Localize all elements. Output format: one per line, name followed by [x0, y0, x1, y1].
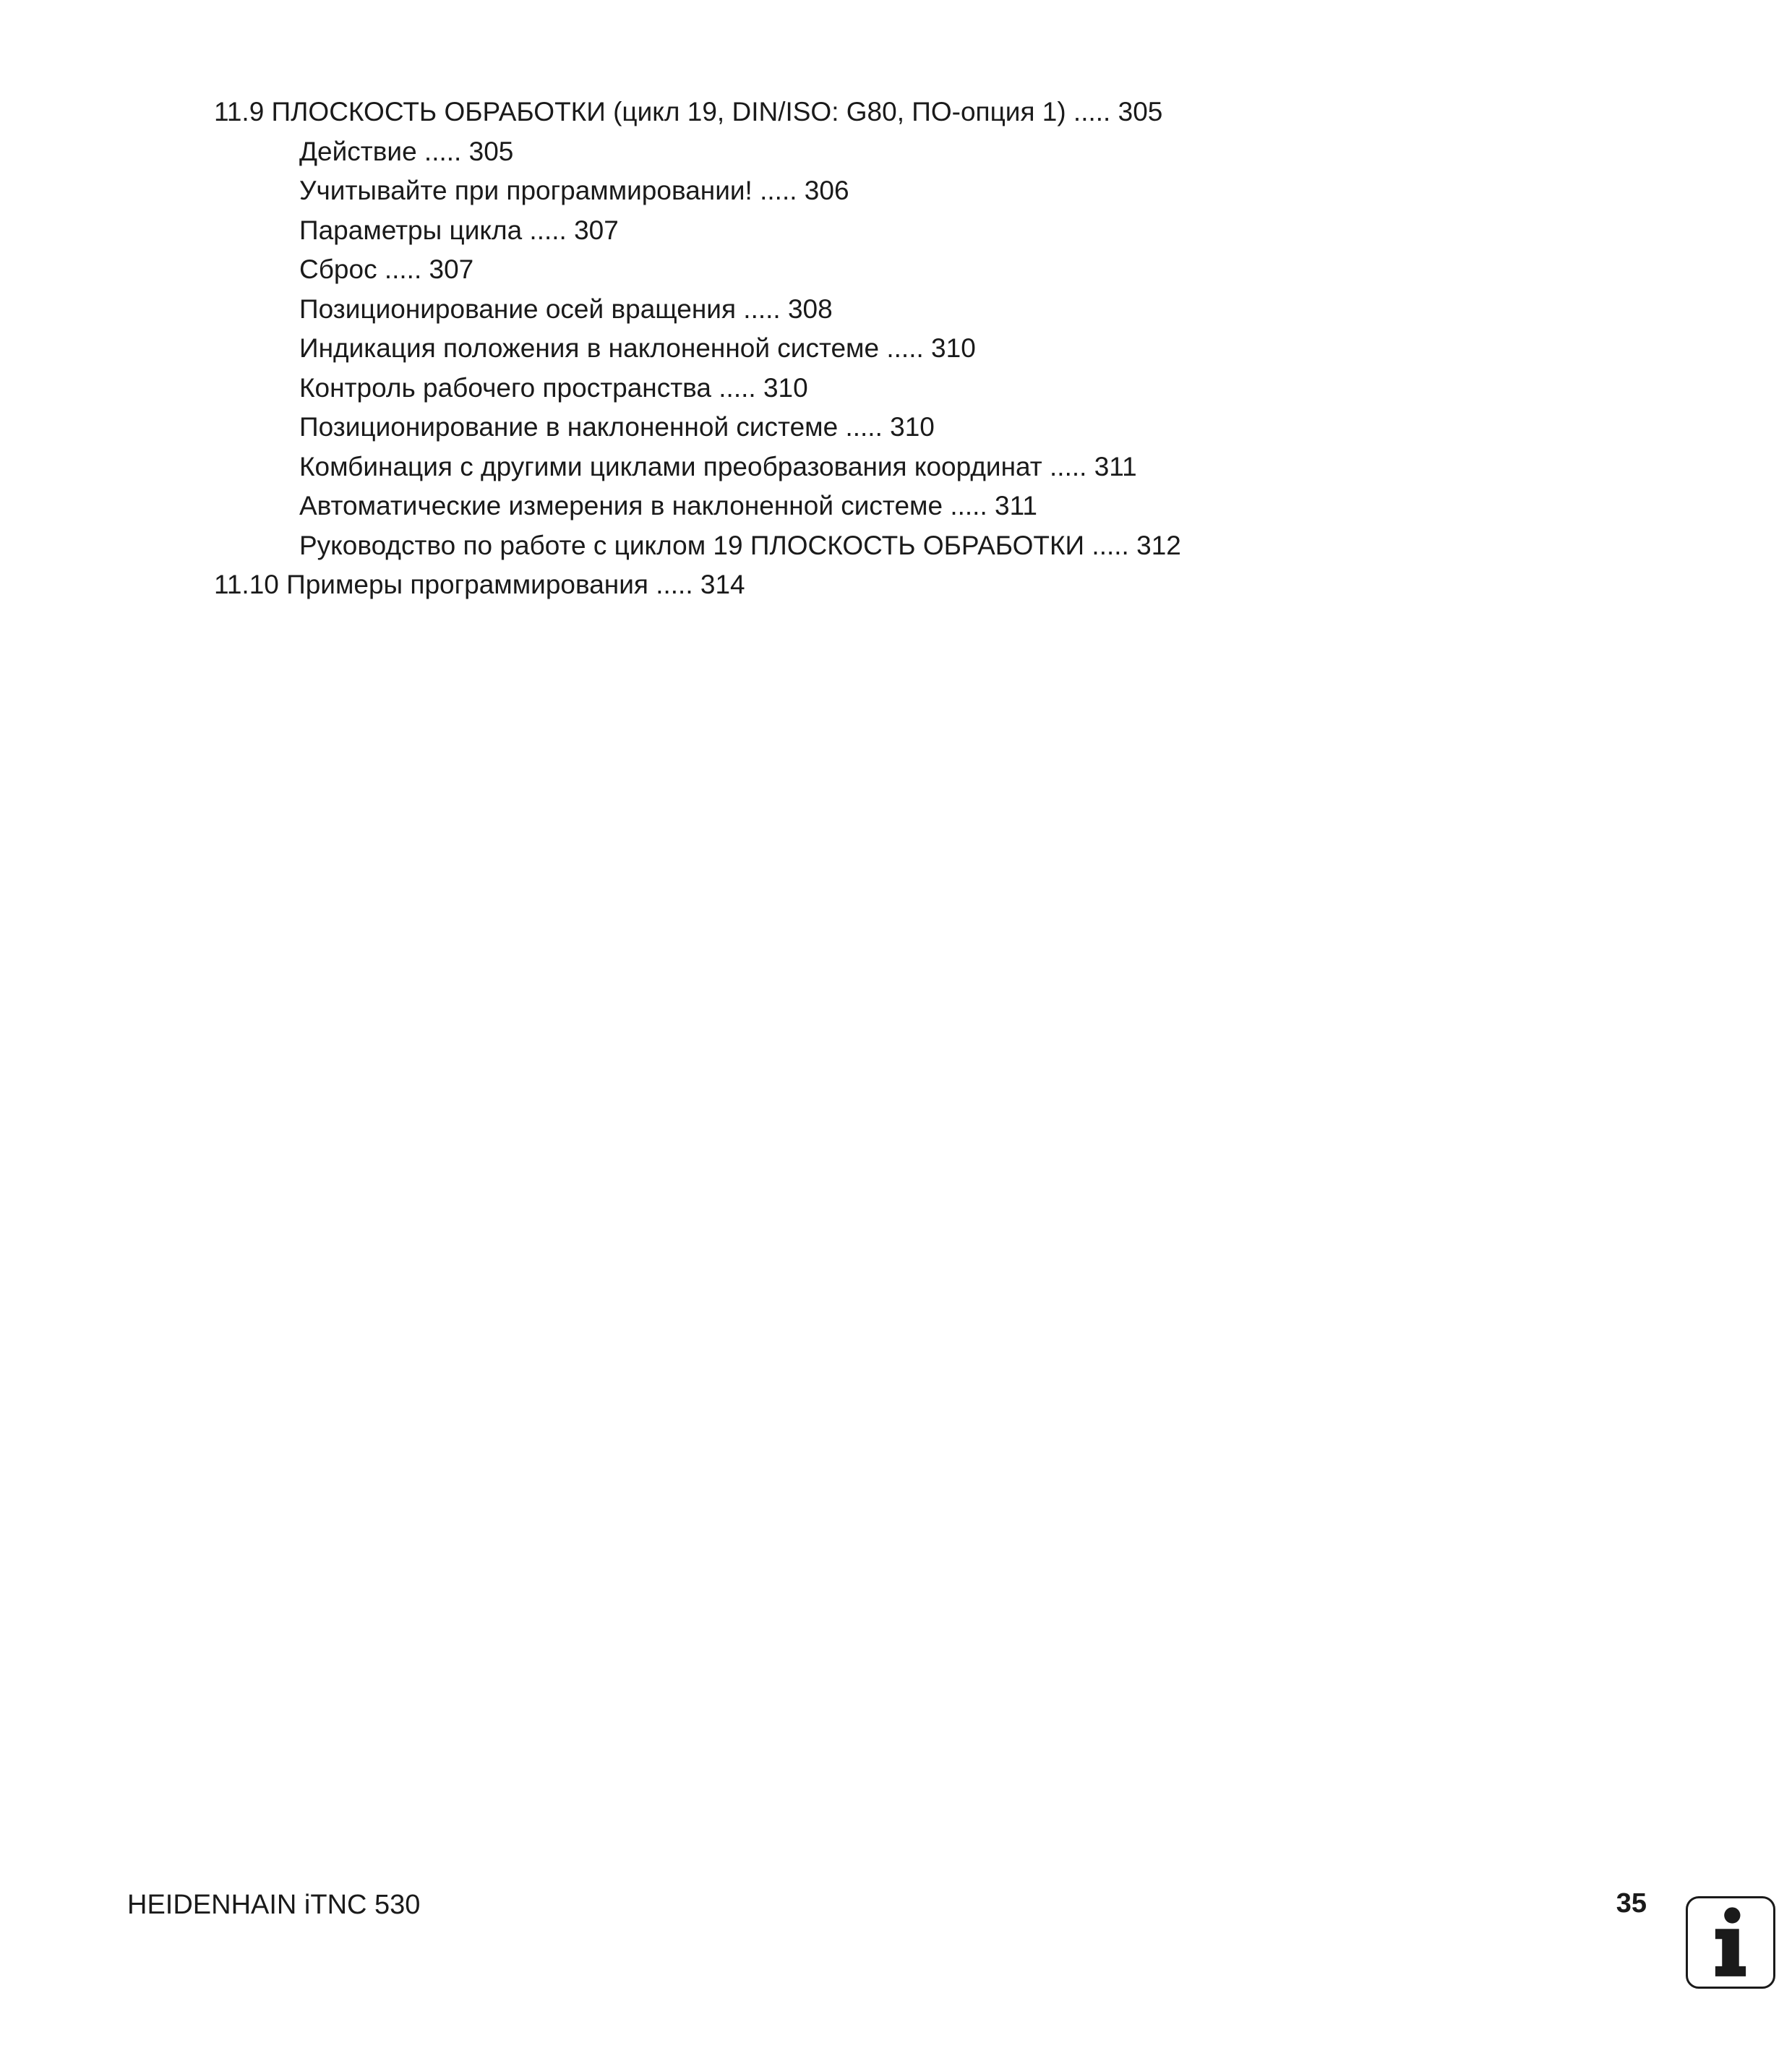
toc-entry[interactable]: Позиционирование в наклоненной системе ..... 310 [299, 412, 935, 442]
toc-entry[interactable]: Автоматические измерения в наклоненной системе ..... 311 [299, 491, 1038, 520]
toc-entry[interactable]: Параметры цикла ..... 307 [299, 215, 619, 245]
toc-entry[interactable]: Руководство по работе с циклом 19 ПЛОСКОСТЬ ОБРАБОТКИ ..... 312 [299, 530, 1181, 560]
toc-entry[interactable]: Действие ..... 305 [299, 136, 514, 166]
manual-title: HEIDENHAIN iTNC 530 [127, 1890, 421, 1920]
table-of-contents [214, 93, 1587, 605]
info-icon-glyph [1688, 1898, 1773, 1987]
toc-entry-section[interactable]: 11.9 ПЛОСКОСТЬ ОБРАБОТКИ (цикл 19, DIN/ISO: G80, ПО-опция 1) ..... 305 [214, 97, 1163, 127]
toc-entry[interactable]: Позиционирование осей вращения ..... 308 [299, 294, 833, 324]
page-number: 35 [1616, 1888, 1647, 1919]
toc-entry[interactable]: Контроль рабочего пространства ..... 310 [299, 372, 808, 403]
toc-entry[interactable]: Индикация положения в наклоненной системе ..... 310 [299, 333, 976, 363]
info-icon [1686, 1896, 1775, 1989]
toc-entry[interactable]: Сброс ..... 307 [299, 254, 474, 284]
toc-entry[interactable]: Комбинация с другими циклами преобразования координат ..... 311 [299, 451, 1137, 481]
toc-entry-section[interactable]: 11.10 Примеры программирования ..... 314 [214, 570, 745, 599]
toc-entry[interactable]: Учитывайте при программировании! ..... 306 [299, 176, 849, 205]
